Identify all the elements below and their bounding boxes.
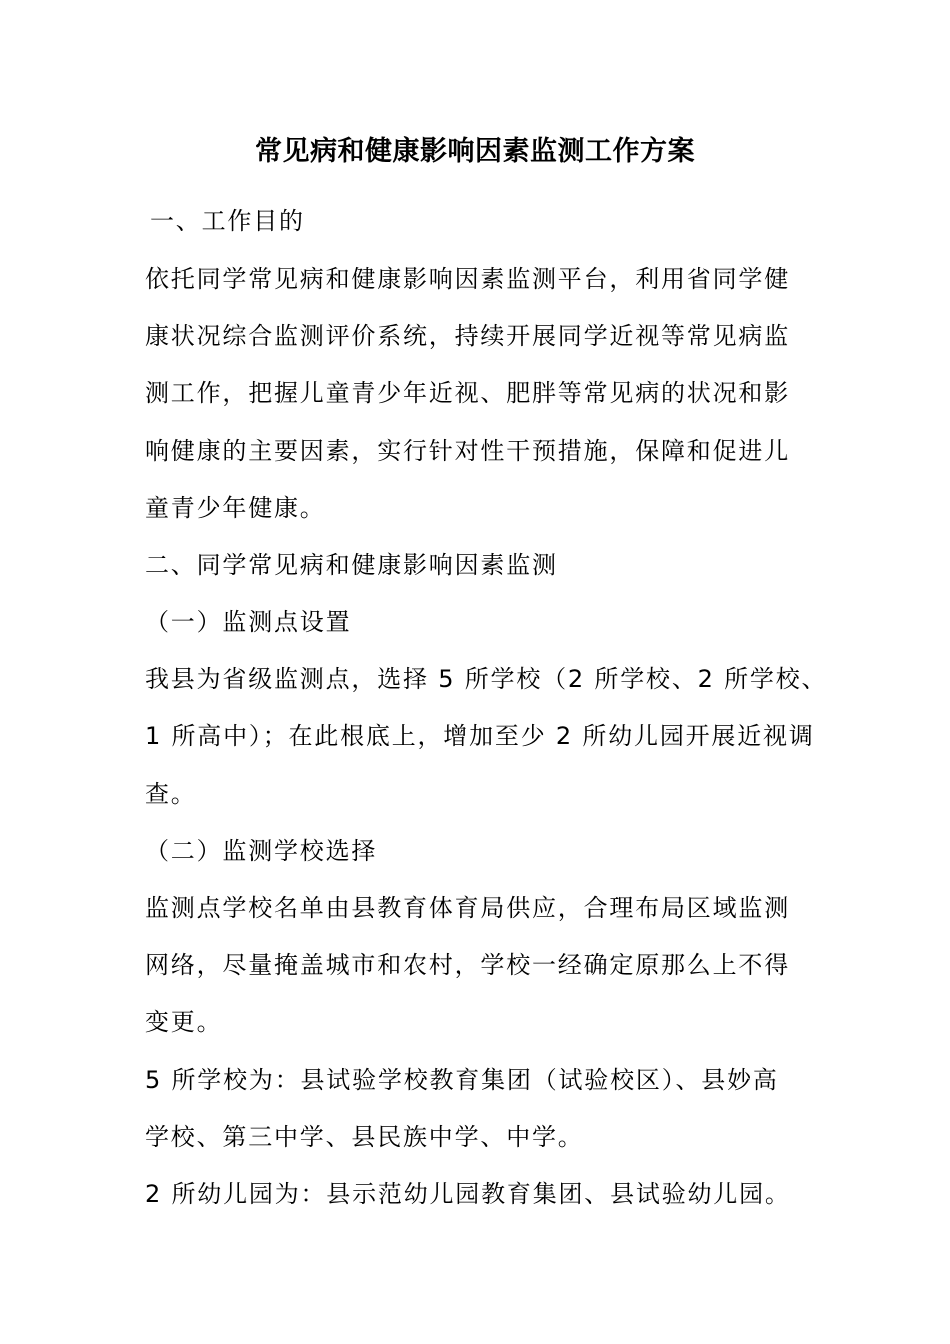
paragraph-line: 康状况综合监测评价系统，持续开展同学近视等常见病监: [145, 322, 790, 350]
subheading-monitoring-point: （一）监测点设置: [145, 608, 352, 636]
document-title: 常见病和健康影响因素监测工作方案: [255, 136, 695, 167]
paragraph-line: 网络，尽量掩盖城市和农村，学校一经确定原那么上不得: [145, 951, 790, 979]
heading-work-purpose: 一、工作目的: [150, 207, 305, 235]
paragraph-line: 变更。: [145, 1008, 223, 1036]
paragraph-line: 1 所高中）；在此根底上，增加至少 2 所幼儿园开展近视调: [145, 722, 815, 750]
subheading-school-selection: （二）监测学校选择: [145, 837, 378, 865]
paragraph-line: 5 所学校为：县试验学校教育集团（试验校区）、县妙高: [145, 1066, 779, 1094]
paragraph-line: 学校、第三中学、县民族中学、中学。: [145, 1123, 584, 1151]
paragraph-line: 依托同学常见病和健康影响因素监测平台，利用省同学健: [145, 265, 790, 293]
paragraph-line: 我县为省级监测点，选择 5 所学校（2 所学校、2 所学校、: [145, 665, 828, 693]
paragraph-line: 查。: [145, 780, 197, 808]
paragraph-line: 监测点学校名单由县教育体育局供应，合理布局区域监测: [145, 894, 790, 922]
paragraph-line: 2 所幼儿园为：县示范幼儿园教育集团、县试验幼儿园。: [145, 1180, 791, 1208]
paragraph-line: 响健康的主要因素，实行针对性干预措施，保障和促进儿: [145, 437, 790, 465]
paragraph-line: 测工作，把握儿童青少年近视、肥胖等常见病的状况和影: [145, 379, 790, 407]
heading-monitoring: 二、同学常见病和健康影响因素监测: [145, 551, 558, 579]
paragraph-line: 童青少年健康。: [145, 494, 326, 522]
